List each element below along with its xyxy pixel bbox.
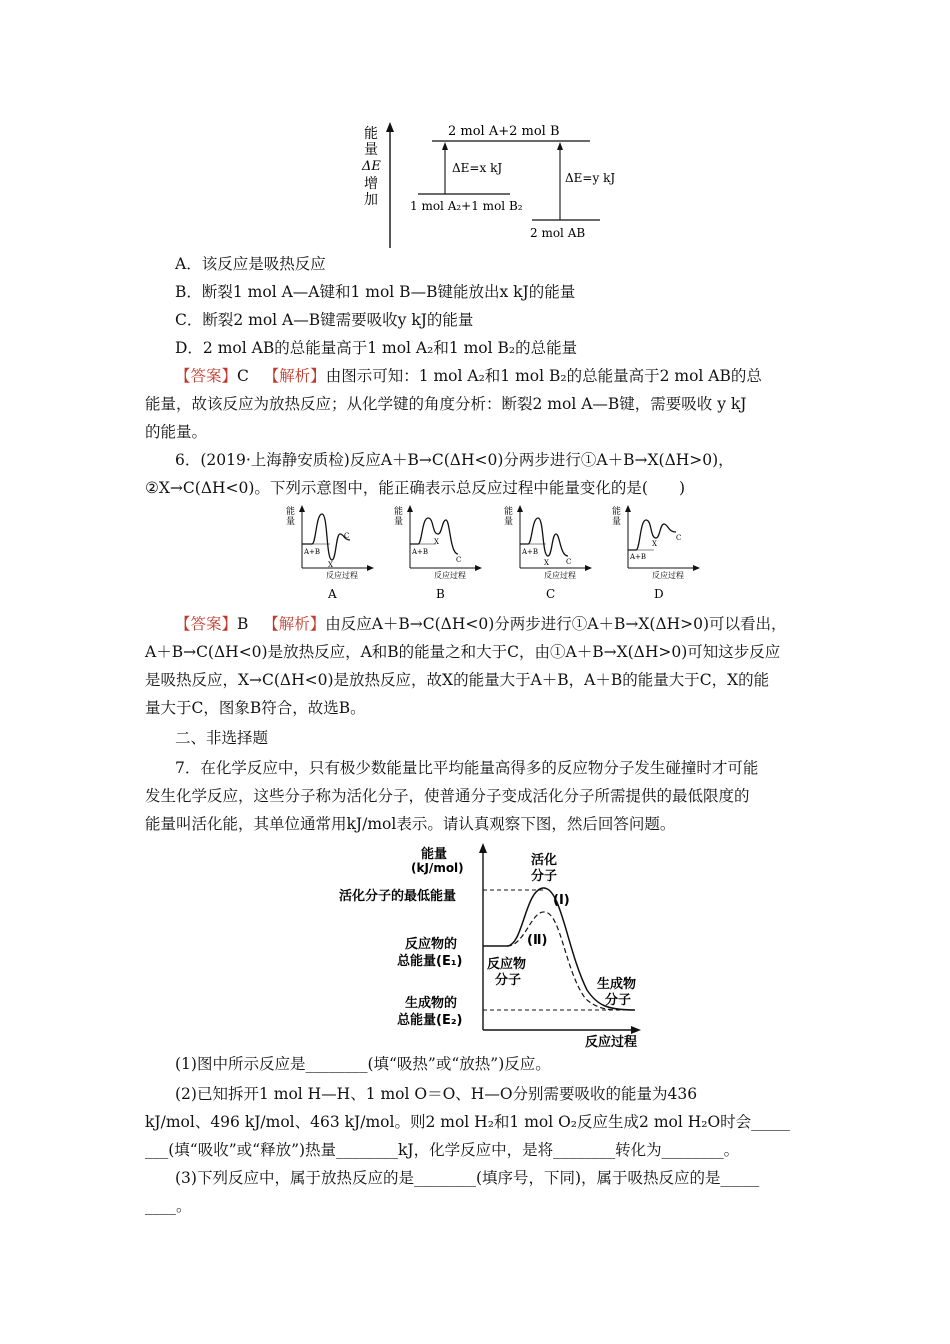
x-label: 反应过程 — [585, 1035, 638, 1050]
answer-value: B — [237, 615, 249, 633]
q5-option-a: A．该反应是吸热反应 — [175, 255, 326, 273]
mini-x: X — [544, 559, 549, 567]
q5-option-c: C．断裂2 mol A—B键需要吸收y kJ的能量 — [175, 311, 474, 329]
mini-x: X — [652, 540, 657, 548]
q7-stem-line-3: 能量叫活化能，其单位通常用kJ/mol表示。请认真观察下图，然后回答问题。 — [145, 815, 676, 833]
delta-e-x: ΔE=x kJ — [452, 161, 503, 175]
q7-part-2-line-1: (2)已知拆开1 mol H—H、1 mol O＝O、H—O分别需要吸收的能量为436 — [175, 1085, 698, 1103]
q7-part-2-line-3: ___(填“吸收”或“释放”)热量________kJ，化学反应中，是将________转化为________。 — [145, 1141, 740, 1159]
analysis-text: 由反应A＋B→C(ΔH<0)分两步进行①A＋B→X(ΔH>0)可以看出， — [325, 615, 787, 633]
mini-diagram-a — [286, 505, 374, 601]
answer-value: C — [237, 367, 249, 385]
q7-stem-line-1: 7．在化学反应中，只有极少数能量比平均能量高得多的反应物分子发生碰撞时才可能 — [175, 759, 759, 777]
mini-xlabel: 反应过程 — [652, 571, 684, 580]
x-axis-arrow — [631, 1026, 641, 1034]
mini-ab: A+B — [522, 548, 539, 556]
arrow-x-head — [442, 142, 448, 150]
q7-part-1: (1)图中所示反应是________(填“吸热”或“放热”)反应。 — [175, 1055, 551, 1073]
q7-part-3-line-1: (3)下列反应中，属于放热反应的是________(填序号，下同)，属于吸热反应的是_____ — [175, 1169, 760, 1187]
mini-ylabel: 量 — [394, 517, 404, 527]
q6-answer-line — [175, 612, 845, 636]
mini-ylabel: 能 — [504, 507, 514, 517]
q6-analysis-line-3: 是吸热反应，X→C(ΔH<0)是放热反应，故X的能量大于A＋B，A＋B的能量大于C，X的能 — [145, 671, 770, 689]
mini-ylabel: 能 — [394, 507, 404, 517]
reactant-mol-2: 分子 — [495, 973, 522, 988]
q7-part-2-line-2: kJ/mol、496 kJ/mol、463 kJ/mol。则2 mol H₂和1 mol O₂反应生成2 mol H₂O时会_____ — [145, 1113, 790, 1131]
q5-option-d: D．2 mol AB的总能量高于1 mol A₂和1 mol B₂的总能量 — [175, 339, 578, 357]
y-label-1: 能 — [364, 126, 378, 142]
mini-x: X — [434, 538, 439, 546]
y-label-2: (kJ/mol) — [411, 861, 464, 875]
mini-c: C — [676, 534, 682, 542]
delta-e-y: ΔE=y kJ — [565, 171, 616, 185]
mini-ab: A+B — [304, 548, 321, 556]
mini-ylabel: 量 — [286, 517, 296, 527]
mini-ylabel: 量 — [504, 517, 514, 527]
mini-diagram-b — [394, 505, 482, 601]
mini-ylabel: 能 — [612, 507, 622, 517]
analysis-text: 由图示可知：1 mol A₂和1 mol B₂的总能量高于2 mol AB的总 — [325, 367, 762, 385]
mini-ab: A+B — [630, 553, 647, 561]
min-energy-label: 活化分子的最低能量 — [339, 889, 457, 904]
y-label-3: ΔE — [362, 159, 381, 174]
analysis-tag: 【解析】 — [263, 615, 326, 633]
answer-tag: 【答案】 — [175, 615, 238, 633]
mini-ylabel: 量 — [612, 517, 622, 527]
q5-analysis-line-3: 的能量。 — [145, 423, 208, 441]
activation-energy-diagram — [335, 840, 655, 1050]
mini-diagram-d — [612, 505, 700, 601]
mini-ab: A+B — [412, 548, 429, 556]
activated-1: 活化 — [531, 853, 558, 868]
option-label-b: B — [436, 587, 445, 601]
mini-x: X — [328, 561, 333, 569]
right-level-label: 2 mol AB — [530, 226, 586, 240]
reactant-mol-1: 反应物 — [487, 957, 527, 972]
q7-part-3-line-2: ____。 — [145, 1197, 192, 1215]
mini-c: C — [456, 556, 462, 564]
arrow-y-head — [557, 142, 563, 150]
reactant-total-2: 总能量(E₁) — [397, 954, 463, 969]
q5-analysis-line-2: 能量，故该反应为放热反应；从化学键的角度分析：断裂2 mol A—B键，需要吸收 y kJ — [145, 395, 747, 413]
q5-answer-line — [175, 364, 845, 388]
option-label-a: A — [328, 587, 337, 601]
mini-c: C — [344, 532, 350, 540]
left-level-label: 1 mol A₂+1 mol B₂ — [410, 199, 523, 213]
option-label-c: C — [546, 587, 556, 601]
curve-i-label: (Ⅰ) — [553, 893, 570, 908]
energy-level-diagram — [360, 120, 630, 250]
mini-xlabel: 反应过程 — [434, 571, 466, 580]
mini-diagram-c — [504, 505, 592, 601]
answer-tag: 【答案】 — [175, 367, 238, 385]
y-label-2: 量 — [364, 142, 378, 158]
y-axis-arrow — [386, 122, 394, 132]
q6-analysis-line-4: 量大于C，图象B符合，故选B。 — [145, 699, 366, 717]
product-total-1: 生成物的 — [405, 996, 458, 1011]
section-heading: 二、非选择题 — [175, 729, 269, 747]
q6-stem-line-2: ②X→C(ΔH<0)。下列示意图中，能正确表示总反应过程中能量变化的是( ) — [145, 479, 686, 497]
q6-analysis-line-2: A＋B→C(ΔH<0)是放热反应，A和B的能量之和大于C，由①A＋B→X(ΔH>0)可知这步反应 — [145, 643, 781, 661]
option-label-d: D — [654, 587, 664, 601]
product-mol-1: 生成物 — [597, 977, 637, 992]
analysis-tag: 【解析】 — [263, 367, 326, 385]
mini-c: C — [566, 558, 572, 566]
product-total-2: 总能量(E₂) — [397, 1013, 463, 1028]
curve-ii-label: (Ⅱ) — [527, 933, 548, 948]
y-label-1: 能量 — [421, 847, 448, 862]
product-mol-2: 分子 — [605, 993, 632, 1008]
y-label-5: 加 — [364, 192, 378, 208]
q5-option-b: B．断裂1 mol A—A键和1 mol B—B键能放出x kJ的能量 — [175, 283, 576, 301]
mini-ylabel: 能 — [286, 507, 296, 517]
q6-option-diagrams — [280, 504, 700, 604]
q6-stem-line-1: 6．(2019·上海静安质检)反应A＋B→C(ΔH<0)分两步进行①A＋B→X(ΔH>0)， — [175, 451, 734, 469]
reactant-total-1: 反应物的 — [405, 937, 458, 952]
q7-stem-line-2: 发生化学反应，这些分子称为活化分子，使普通分子变成活化分子所需提供的最低限度的 — [145, 787, 750, 805]
activated-2: 分子 — [531, 869, 558, 884]
top-level-label: 2 mol A+2 mol B — [448, 124, 560, 139]
y-label-4: 增 — [364, 176, 378, 192]
mini-xlabel: 反应过程 — [544, 571, 576, 580]
y-axis-arrow — [479, 843, 487, 853]
mini-xlabel: 反应过程 — [326, 571, 358, 580]
